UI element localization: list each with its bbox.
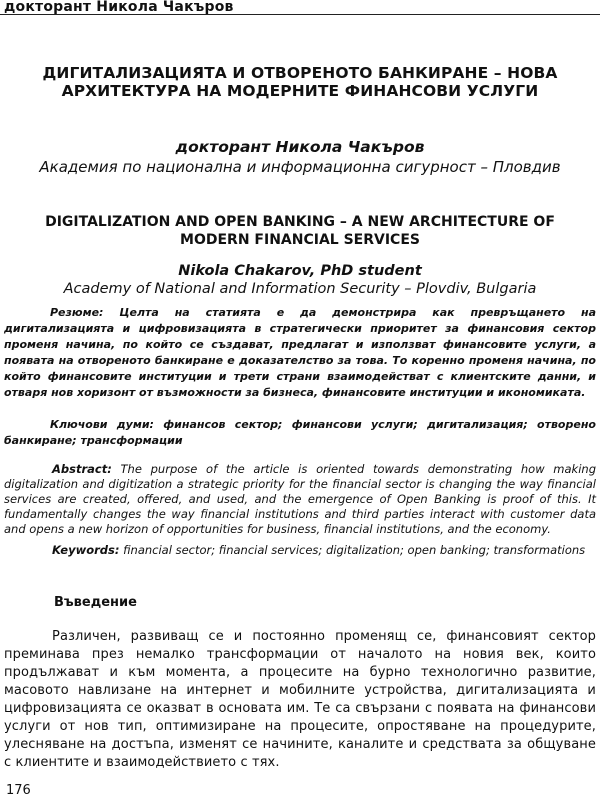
author-english: Nikola Chakarov, PhD student (178, 263, 422, 279)
affiliation-english: Academy of National and Information Security – Plovdiv, Bulgaria (63, 281, 537, 297)
running-head: докторант Никола Чакъров (0, 0, 600, 15)
abstract-bulgarian-label: Резюме: (50, 306, 104, 319)
abstract-english-text: The purpose of the article is oriented towards demonstrating how making digitalization and digitization a strategic priority for the financial sector is changing the way financial services are created, offered, and used, and the emergence of Open Banking is proof of this. It fundamentally changes the way financial institutions and third parties interact with customer data and opens a new horizon of opportunities for business, financial institutions, and the economy. (4, 462, 596, 536)
keywords-bulgarian-label: Ключови думи: (50, 418, 154, 431)
abstract-english (4, 462, 596, 537)
title-english: DIGITALIZATION AND OPEN BANKING – A NEW ARCHITECTURE OF MODERN FINANCIAL SERVICES (45, 214, 555, 248)
abstract-bulgarian-text: Целта на статията е да демонстрира как превръщането на дигитализацията и цифровизацията в стратегически приоритет за финансовия сектор променя начина, по който се създават, предлагат и използват финансовите услуги, а появата на отвореното банкиране е доказателство за това. То коренно променя начина, по който финансовите институции и трети страни взаимодействат с клиентските данни, и отваря нов хоризонт от възможности за бизнеса, финансовите институции и икономиката. (4, 306, 596, 399)
affiliation-bulgarian: Академия по национална и информационна сигурност – Пловдив (39, 158, 561, 176)
abstract-english-label: Abstract: (52, 462, 112, 476)
page-number: 176 (6, 783, 31, 798)
abstract-bulgarian (4, 305, 596, 401)
author-bulgarian: докторант Никола Чакъров (175, 138, 425, 156)
introduction-paragraph: Различен, развиващ се и постоянно променящ се, финансовият сектор преминава през немалко трансформации от началото на новия век, които продължават и към момента, а процесите на бурно технологично развитие, масовото навлизане на интернет и мобилните устройства, дигитализацията и цифровизацията се оказват в основата им. Те са свързани с появата на финансови услуги от нов тип, оптимизиране на процесите, опростяване на процедурите, улесняване на достъпа, изменят се начините, каналите и средствата за общуване с клиентите и взаимодействието с тях. (4, 629, 596, 770)
keywords-bulgarian (4, 417, 596, 449)
keywords-english (4, 543, 596, 558)
keywords-english-text: financial sector; financial services; digitalization; open banking; transformations (123, 543, 586, 557)
keywords-bulgarian-text: финансов сектор; финансови услуги; дигитализация; отворено банкиране; трансформации (4, 418, 596, 447)
title-bulgarian: ДИГИТАЛИЗАЦИЯТА И ОТВОРЕНОТО БАНКИРАНЕ – НОВА АРХИТЕКТУРА НА МОДЕРНИТЕ ФИНАНСОВИ УСЛУГИ (42, 64, 558, 100)
section-heading-introduction: Въведение (54, 595, 137, 610)
keywords-english-label: Keywords: (52, 543, 120, 557)
